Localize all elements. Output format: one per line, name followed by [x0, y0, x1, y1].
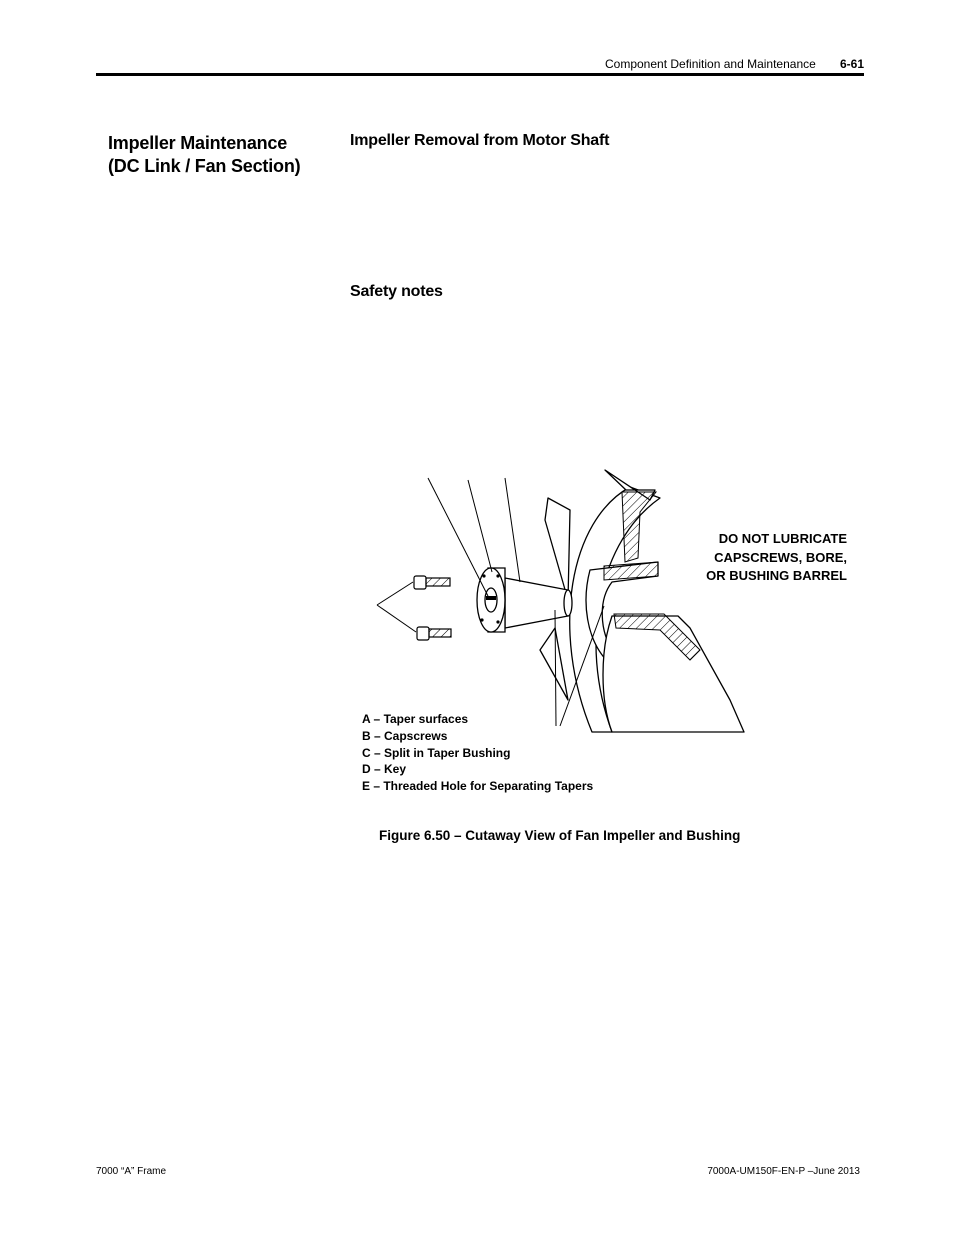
side-heading-line1: Impeller Maintenance [108, 133, 288, 153]
fan-blade-back-upper [545, 498, 570, 600]
warning-line-3: OR BUSHING BARREL [706, 568, 847, 583]
figure-caption: Figure 6.50 – Cutaway View of Fan Impeller and Bushing [379, 828, 741, 843]
footer-product: 7000 “A” Frame [96, 1166, 167, 1177]
legend-item: E – Threaded Hole for Separating Tapers [362, 779, 594, 794]
warning-line-2: CAPSCREWS, BORE, [714, 549, 847, 565]
legend-item: D – Key [362, 762, 407, 777]
side-heading-line2: (DC Link / Fan Section) [108, 156, 301, 176]
lubrication-warning [690, 530, 847, 586]
header-section-title: Component Definition and Maintenance [605, 57, 816, 71]
subheading-impeller-removal: Impeller Removal from Motor Shaft [350, 132, 610, 149]
legend-item: C – Split in Taper Bushing [362, 745, 511, 760]
subheading-safety-notes: Safety notes [350, 283, 443, 300]
bushing-barrel-end [564, 590, 572, 616]
warning-line-1: DO NOT LUBRICATE [718, 531, 847, 546]
capscrews [414, 576, 451, 640]
legend-item: A – Taper surfaces [362, 712, 469, 726]
legend-item: B – Capscrews [362, 728, 448, 743]
footer-publication: 7000A-UM150F-EN-P –June 2013 [707, 1166, 860, 1177]
header-rule [96, 73, 864, 76]
figure-legend [362, 711, 593, 795]
fan-blade-back-lower [540, 628, 568, 700]
bushing-barrel [505, 578, 568, 628]
side-heading [108, 132, 300, 178]
key [486, 596, 496, 600]
page-number: 6-61 [840, 57, 865, 71]
